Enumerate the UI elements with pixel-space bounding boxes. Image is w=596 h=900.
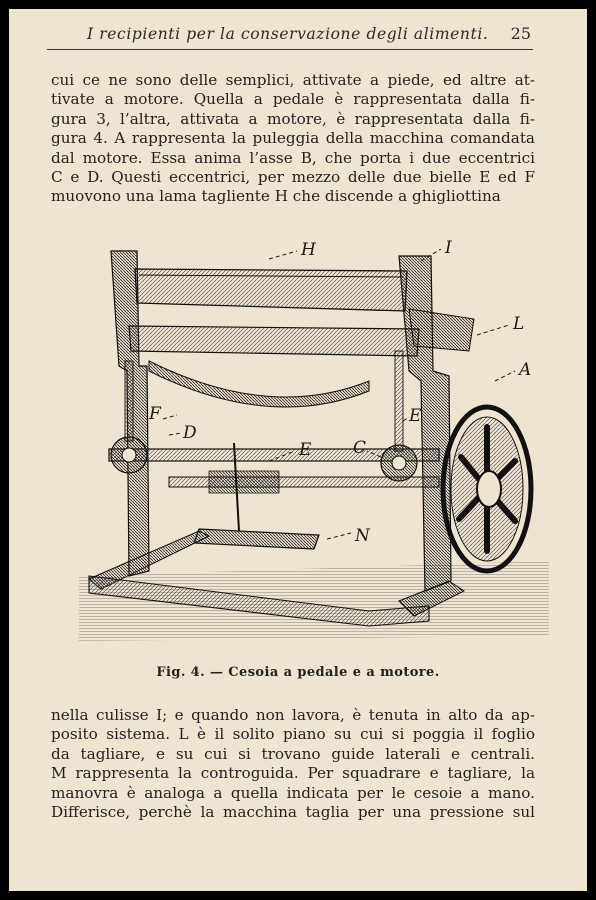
label-d: D xyxy=(183,423,197,443)
label-f: F xyxy=(149,404,161,424)
label-c: C xyxy=(353,438,367,458)
text-line: gura 4. A rappresenta la puleggia della macchina comandata xyxy=(51,129,535,148)
text-line: da tagliare, e su cui si trovano guide laterali e centrali. xyxy=(51,744,535,763)
book-page xyxy=(9,9,587,891)
text-line: tivate a motore. Quella a pedale è rappresentata dalla fi- xyxy=(51,90,535,109)
pedal-n xyxy=(194,529,319,549)
text-line: nella culisse I; e quando non lavora, è tenuta in alto da ap- xyxy=(51,706,535,724)
label-a: A xyxy=(519,360,532,380)
text-line: Differisce, perchè la macchina taglia per una pressione sul xyxy=(51,802,535,821)
cutting-table xyxy=(409,309,474,351)
label-e-left: E xyxy=(299,440,312,460)
text-line: gura 3, l’altra, attivata a motore, è rappresentata dalla fi- xyxy=(51,109,535,128)
text-line: posito sistema. L è il solito piano su cui si poggia il foglio xyxy=(51,725,535,744)
label-n: N xyxy=(355,526,370,546)
lower-beam xyxy=(129,326,419,356)
text-line: manovra è analoga a quella indicata per le cesoie a mano. xyxy=(51,783,535,802)
machine-illustration xyxy=(69,231,549,641)
paragraph-bottom xyxy=(51,706,535,822)
right-frame xyxy=(399,256,451,591)
text-line: M rappresenta la controguida. Per squadrare e tagliare, la xyxy=(51,764,535,783)
running-header xyxy=(47,23,533,50)
text-line: cui ce ne sono delle semplici, attivate a piede, ed altre at- xyxy=(51,71,535,89)
text-line: C e D. Questi eccentrici, per mezzo delle due bielle E ed F xyxy=(51,167,535,186)
figure-caption: Fig. 4. — Cesoia a pedale e a motore. xyxy=(156,665,440,680)
running-header-title: I recipienti per la conservazione degli alimenti. xyxy=(87,25,489,43)
text-line: dal motore. Essa anima l’asse B, che porta i due eccentrici xyxy=(51,148,535,167)
paragraph-top xyxy=(51,71,535,207)
floor-shading xyxy=(79,561,549,641)
label-i: I xyxy=(445,238,452,258)
label-h: H xyxy=(301,240,316,260)
label-l: L xyxy=(513,314,525,334)
label-e-right: E xyxy=(409,406,422,426)
text-line: muovono una lama tagliente H che discende a ghigliottina xyxy=(51,187,501,206)
page-number: 25 xyxy=(510,24,531,43)
